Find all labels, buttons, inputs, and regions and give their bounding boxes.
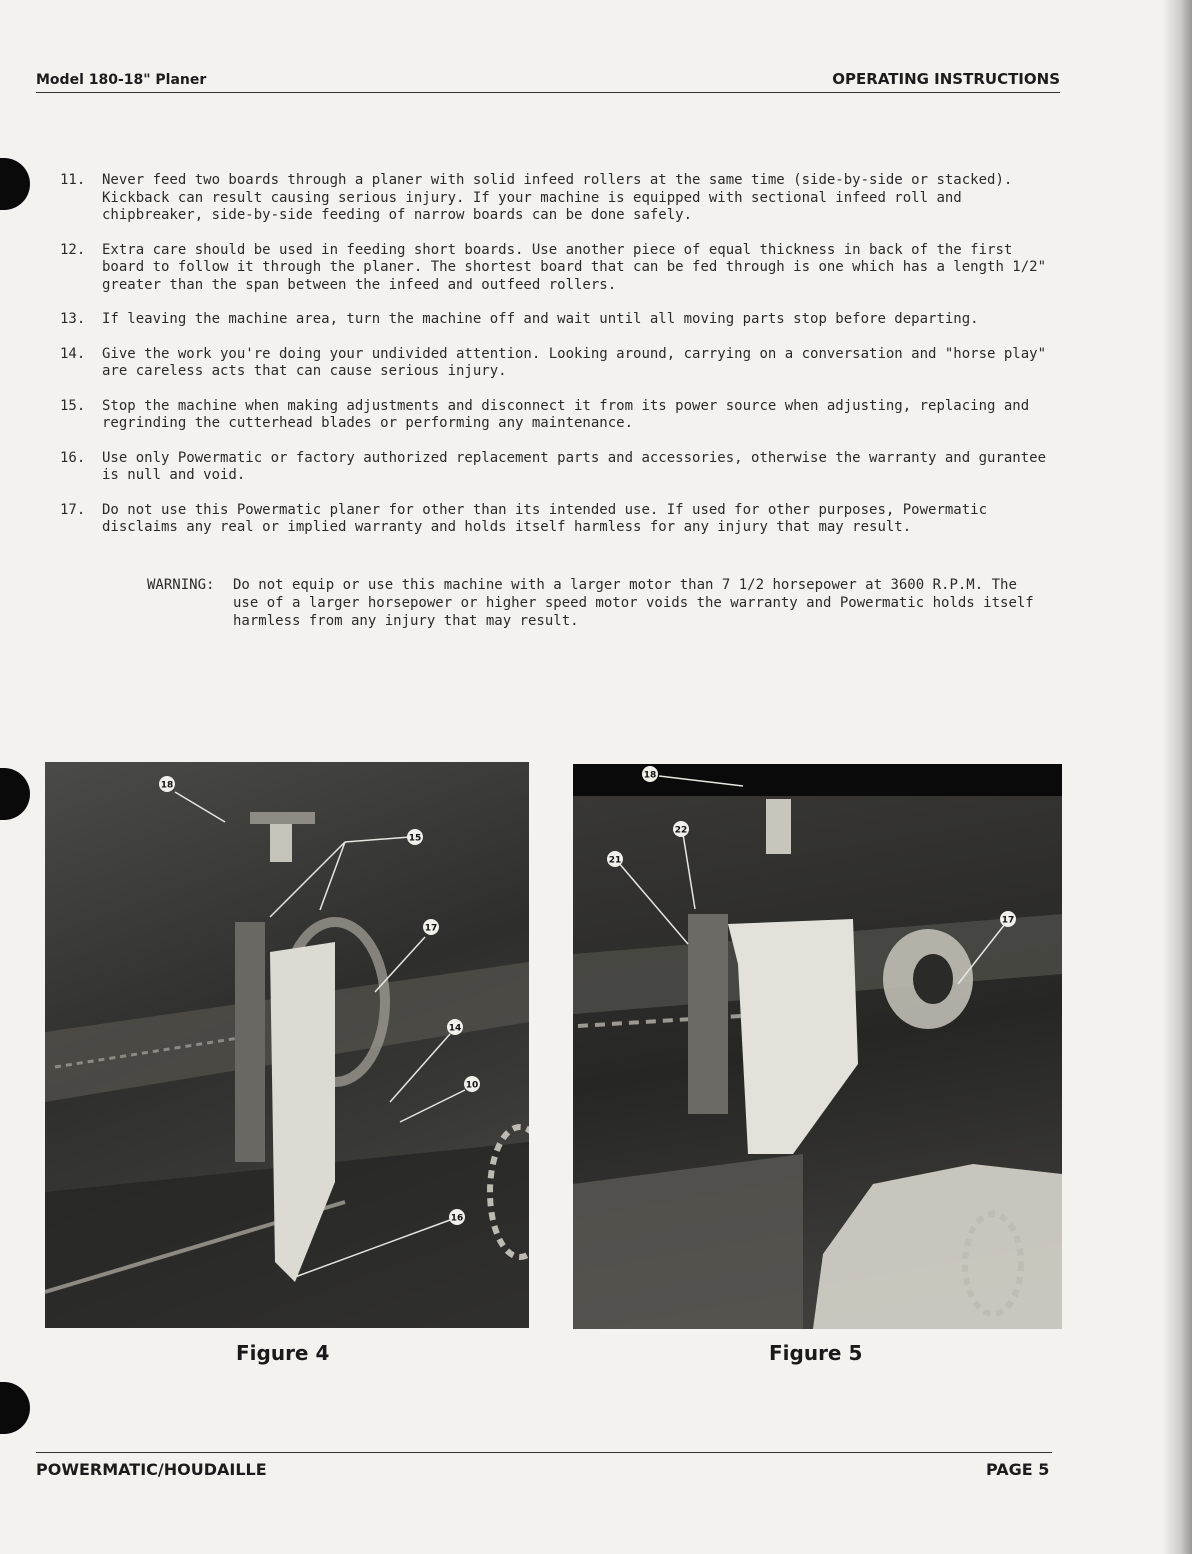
item-number: 12. <box>60 241 86 258</box>
figure-5-photo <box>573 764 1062 1329</box>
item-text: Never feed two boards through a planer with solid infeed rollers at the same time (side-by-side or stacked). Kickback can result causing serious injury. If your machine is equipped with sectional infeed roll and chipbreaker, side-by-side feeding of narrow boards can be done safely. <box>102 172 1013 223</box>
item-text: If leaving the machine area, turn the machine off and wait until all moving parts stop before departing. <box>102 311 979 327</box>
list-item <box>52 450 1062 485</box>
item-number: 13. <box>60 311 86 327</box>
model-title: Model 180-18" Planer <box>36 72 207 88</box>
warning-note <box>147 576 1047 630</box>
binder-hole <box>0 768 30 820</box>
figure-4-caption: Figure 4 <box>236 1341 330 1365</box>
list-item <box>52 502 1062 537</box>
page-edge-shadow <box>1162 0 1192 1554</box>
warning-text: Do not equip or use this machine with a larger motor than 7 1/2 horsepower at 3600 R.P.M. The use of a larger horsepower or higher speed motor voids the warranty and Powermatic holds itself harmless from any injury that may result. <box>233 577 1034 629</box>
callout-label: 17 <box>1001 915 1015 926</box>
warning-label: WARNING: <box>147 577 215 593</box>
list-item <box>52 242 1062 295</box>
safety-instructions-list <box>52 172 1062 554</box>
item-number: 14. <box>60 345 86 362</box>
section-title: OPERATING INSTRUCTIONS <box>832 70 1060 88</box>
binder-hole <box>0 1382 30 1434</box>
callout-label: 10 <box>465 1080 479 1091</box>
list-item <box>52 398 1062 433</box>
item-text: Stop the machine when making adjustments and disconnect it from its power source when adjusting, replacing and regrinding the cutterhead blades or performing any maintenance. <box>102 397 1030 431</box>
footer-rule <box>36 1452 1052 1453</box>
footer-company: POWERMATIC/HOUDAILLE <box>36 1460 267 1479</box>
list-item <box>52 311 1062 329</box>
item-number: 17. <box>60 501 86 518</box>
figure-4-photo <box>45 762 529 1328</box>
binder-hole <box>0 158 30 210</box>
item-text: Give the work you're doing your undivided attention. Looking around, carrying on a conversation and "horse play" are careless acts that can cause serious injury. <box>102 345 1047 379</box>
callout-label: 18 <box>160 780 174 791</box>
item-number: 15. <box>60 397 86 414</box>
item-number: 11. <box>60 172 86 188</box>
callout-label: 22 <box>674 825 688 836</box>
list-item <box>52 172 1062 225</box>
item-text: Use only Powermatic or factory authorized replacement parts and accessories, otherwise the warranty and gurantee is null and void. <box>102 449 1047 483</box>
figure-5-caption: Figure 5 <box>769 1341 863 1365</box>
list-item <box>52 346 1062 381</box>
callout-label: 18 <box>643 770 657 781</box>
callout-label: 21 <box>608 855 622 866</box>
callout-label: 17 <box>424 923 438 934</box>
callout-label: 14 <box>448 1023 462 1034</box>
page-header <box>36 68 1060 93</box>
item-text: Extra care should be used in feeding short boards. Use another piece of equal thickness in back of the first board to follow it through the planer. The shortest board that can be fed through is one which has a length 1/2" greater than the span between the infeed and outfeed rollers. <box>102 241 1047 293</box>
item-number: 16. <box>60 449 86 466</box>
callout-label: 15 <box>408 833 422 844</box>
item-text: Do not use this Powermatic planer for other than its intended use. If used for other purposes, Powermatic disclaims any real or implied warranty and holds itself harmless for any injury that may result. <box>102 501 988 535</box>
callout-label: 16 <box>450 1213 464 1224</box>
page-number: PAGE 5 <box>986 1460 1050 1479</box>
